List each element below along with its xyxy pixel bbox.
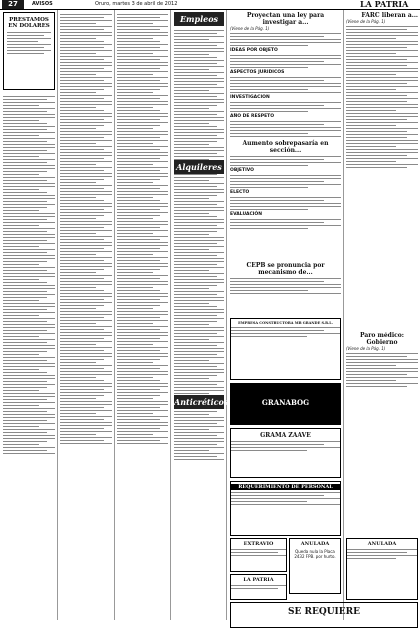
column-divider — [170, 10, 171, 620]
category-header-empleos: Empleos — [174, 12, 224, 26]
classified-column-1 — [3, 94, 55, 614]
ad-empresa — [230, 318, 341, 380]
article-salary-section: OBJETIVO — [230, 168, 254, 173]
column-divider — [57, 10, 58, 620]
ad-se-requiere-title: SE REQUIERE — [288, 607, 360, 617]
loans-ad-title: PRESTAMOS EN DOLARES — [8, 17, 50, 29]
ad-grama — [230, 428, 341, 478]
article-cepb — [230, 262, 341, 312]
article-bottom-right — [346, 332, 418, 442]
ad-empresa-title: EMPRESA CONSTRUCTORA MB GRANDE S.R.L. — [238, 321, 333, 325]
article-cepb-title: CEPB se pronuncia por mecanismo de... — [246, 262, 325, 276]
column-divider — [226, 10, 227, 620]
article-main-section: IDEAS POR OBJETO — [230, 48, 278, 53]
article-main-section: ASPECTOS JURIDICOS — [230, 70, 285, 75]
article-salary — [230, 140, 341, 258]
article-main-title: Proyectan una ley para investigar a... — [246, 12, 325, 26]
article-right — [346, 12, 418, 330]
classified-column-2 — [60, 12, 112, 618]
ad-extravio — [230, 538, 287, 572]
ad-anulada-2 — [346, 538, 418, 600]
category-header-alquileres: Alquileres — [174, 160, 224, 174]
ad-se-requiere — [230, 602, 418, 628]
ad-anulada-1-title: ANULADA — [300, 541, 330, 547]
ad-grama-title: GRAMA ZAAVE — [260, 432, 311, 439]
ad-anulada-1 — [289, 538, 341, 594]
article-right-byline: (Viene de la Pág. 1) — [346, 19, 386, 24]
ad-granabog — [230, 383, 341, 425]
ad-granabog-title: GRANABOG — [261, 398, 310, 407]
article-salary-section: ELECTO — [230, 190, 250, 195]
ad-extravio-title: EXTRAVIO — [243, 541, 274, 547]
article-salary-section: EVALUACIÓN — [230, 212, 263, 217]
page-header — [0, 0, 420, 10]
classified-column-4 — [174, 28, 229, 618]
category-header-anticreticos: Anticréticos — [174, 397, 229, 407]
dateline: Oruro, martes 3 de abril de 2012 — [95, 1, 178, 7]
ad-anulada-2-title: ANULADA — [367, 541, 397, 547]
article-main-section: INVESTIGACION — [230, 95, 270, 100]
section-label: AVISOS — [32, 1, 53, 7]
article-main — [230, 12, 341, 138]
ad-la-patria-title: LA PATRIA — [243, 577, 274, 583]
article-bottom-right-byline: (Viene de la Pág. 1) — [346, 346, 386, 351]
column-divider — [114, 10, 115, 620]
classified-column-3 — [117, 12, 168, 618]
article-right-title: FARC liberan a... — [361, 12, 418, 19]
article-main-section: AÑO DE RESPETO — [230, 114, 275, 119]
ad-anulada-1-body: Queda nula la Placa 2432 FPB. por hurto. — [294, 549, 336, 559]
page-number: 27 — [2, 0, 24, 9]
ad-requerimiento — [230, 481, 341, 536]
article-salary-title: Aumento sobrepasaría en sección... — [242, 140, 329, 154]
ad-requerimiento-title: REQUERIMIENTO DE PERSONAL — [231, 484, 340, 490]
article-bottom-right-title: Paro médico: Gobierno — [359, 332, 404, 346]
article-main-byline: (Viene de la Pág. 1) — [230, 26, 270, 31]
loans-ad — [3, 12, 55, 90]
ad-la-patria — [230, 574, 287, 600]
column-divider — [343, 10, 344, 620]
masthead: LA PATRIA — [360, 0, 409, 9]
